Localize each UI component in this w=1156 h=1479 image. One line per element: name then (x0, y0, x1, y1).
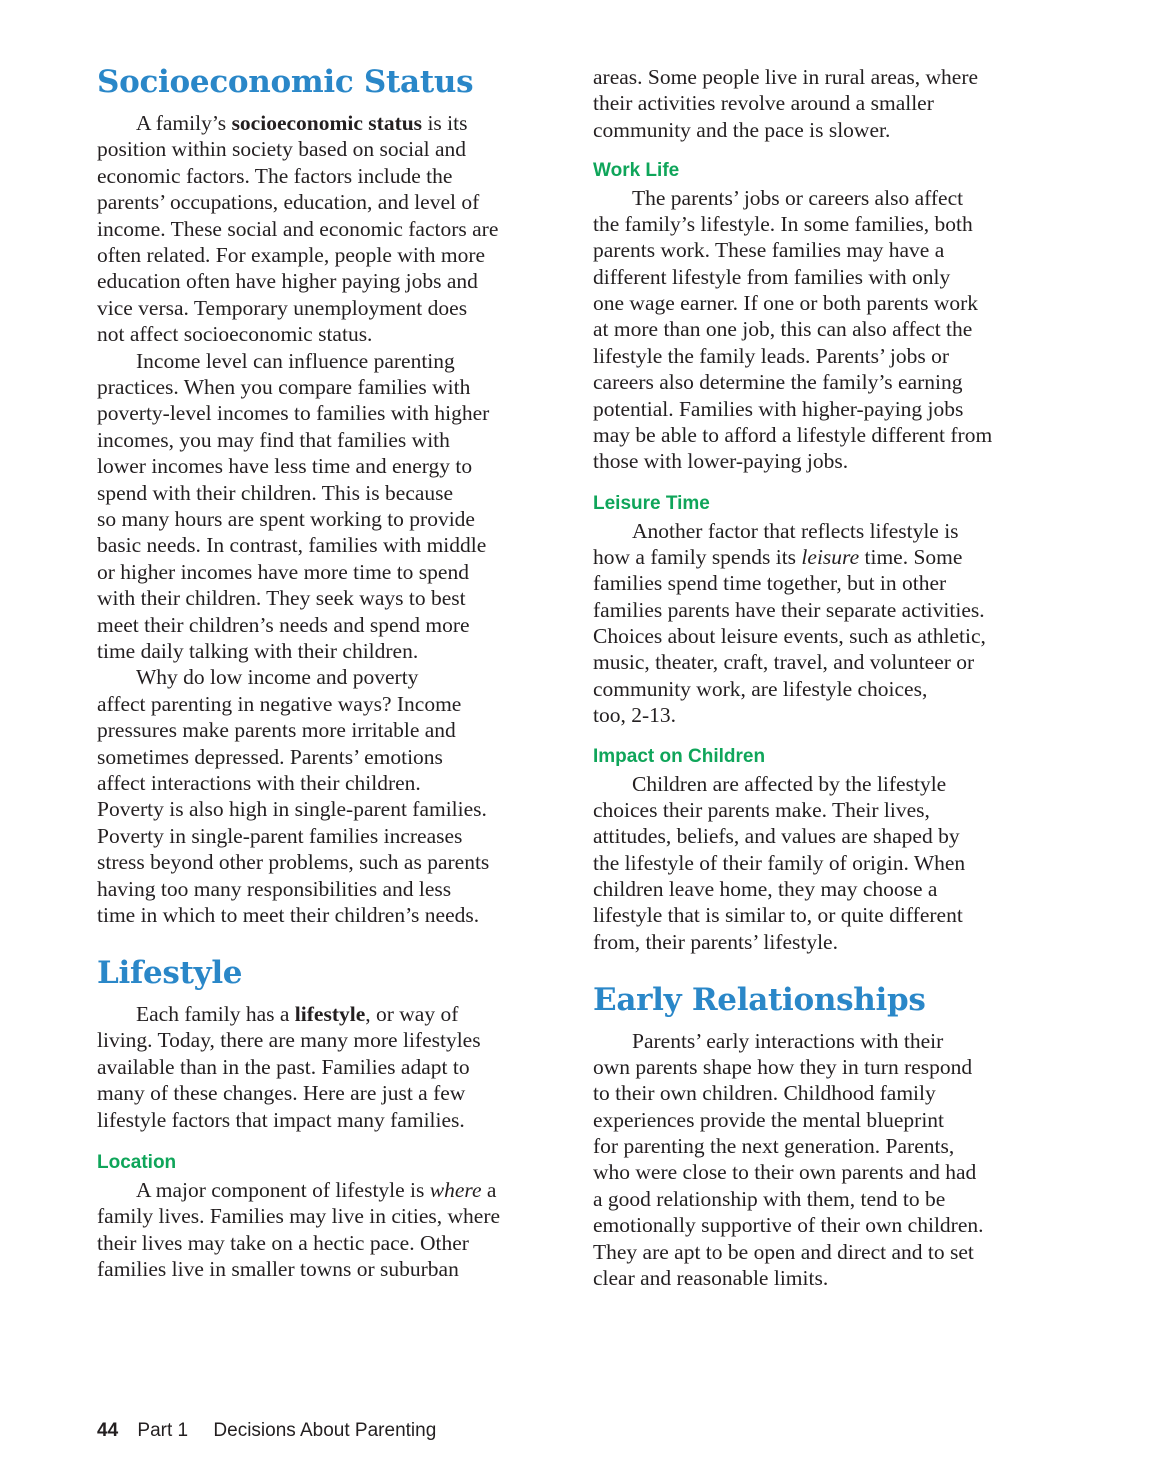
text-line: The parents’ jobs or careers also affect (632, 185, 964, 210)
text-line: the lifestyle of their family of origin. When (593, 850, 966, 875)
text-line: having too many responsibilities and less (97, 876, 452, 901)
text-line: lifestyle factors that impact many families. (97, 1107, 465, 1132)
emphasis-term: where (429, 1178, 482, 1202)
text-line: with their children. They seek ways to best (97, 586, 466, 611)
text-line: available than in the past. Families adapt to (97, 1054, 470, 1079)
text-line: their activities revolve around a smaller (593, 91, 934, 116)
text-line: often related. For example, people with more (97, 242, 486, 267)
text-line: Another factor that reflects lifestyle is (632, 518, 959, 543)
text-line: choices their parents make. Their lives, (593, 797, 930, 822)
text-line: areas. Some people live in rural areas, where (593, 65, 979, 89)
text-line: at more than one job, this can also affect the (593, 317, 973, 342)
text-line: lower incomes have less time and energy to (97, 454, 473, 479)
text-line: education often have higher paying jobs and (97, 269, 478, 294)
text-line: different lifestyle from families with only (593, 264, 951, 289)
paragraph-leisure-time (593, 518, 986, 729)
text-line: one wage earner. If one or both parents work (593, 291, 979, 316)
text-line: experiences provide the mental blueprint (593, 1107, 945, 1132)
key-term: lifestyle (294, 1002, 366, 1026)
text-line: Poverty is also high in single-parent families. (97, 797, 487, 822)
text-line: music, theater, craft, travel, and volunteer or (593, 650, 975, 675)
text-line: families spend time together, but in other (593, 571, 947, 596)
text-line: position within society based on social and (97, 137, 467, 162)
text-line: economic factors. The factors include the (97, 163, 453, 188)
text-line: Why do low income and poverty (136, 665, 419, 690)
text-line: a good relationship with them, tend to be (593, 1186, 946, 1211)
text-line: lifestyle the family leads. Parents’ jobs or (593, 343, 950, 368)
text-line: affect parenting in negative ways? Income (97, 691, 462, 716)
text-line: clear and reasonable limits. (593, 1266, 829, 1291)
heading-socioeconomic-status: Socioeconomic Status (97, 64, 474, 100)
text-line: careers also determine the family’s earning (593, 370, 963, 395)
text-line: so many hours are spent working to provide (97, 506, 475, 531)
text-line: community work, are lifestyle choices, (593, 676, 928, 701)
part-title: Decisions About Parenting (213, 1420, 437, 1441)
text-line: Parents’ early interactions with their (632, 1028, 944, 1053)
text-line: basic needs. In contrast, families with middle (97, 533, 487, 558)
text-line: pressures make parents more irritable and (97, 718, 456, 743)
text-line: Choices about leisure events, such as athletic, (593, 624, 986, 649)
paragraph-early-relationships (593, 1028, 984, 1292)
page-footer (97, 1420, 436, 1442)
text-line: time in which to meet their children’s needs. (97, 902, 480, 927)
text-line: own parents shape how they in turn respond (593, 1054, 973, 1079)
text-line: meet their children’s needs and spend more (97, 612, 470, 637)
text-line: children leave home, they may choose a (593, 877, 938, 902)
text-line: may be able to afford a lifestyle different from (593, 423, 993, 448)
subheading-impact-on-children: Impact on Children (593, 746, 766, 767)
text-line: stress beyond other problems, such as parents (97, 850, 490, 875)
part-label: Part 1 (137, 1420, 189, 1441)
text-line: many of these changes. Here are just a few (97, 1081, 466, 1106)
text-line: poverty-level incomes to families with higher (97, 401, 490, 426)
text-line: the family’s lifestyle. In some families, both (593, 211, 973, 236)
text-line: A family’s socioeconomic status is its (136, 111, 468, 135)
text-line: lifestyle that is similar to, or quite different (593, 903, 963, 928)
text-line: for parenting the next generation. Parents, (593, 1134, 955, 1159)
text-line: potential. Families with higher-paying jobs (593, 396, 964, 421)
text-line: too, 2-13. (593, 703, 677, 728)
text-line: living. Today, there are many more lifestyles (97, 1028, 481, 1053)
text-line: community and the pace is slower. (593, 117, 891, 142)
text-line: Poverty in single-parent families increases (97, 823, 463, 848)
text-line: A major component of lifestyle is where a (136, 1178, 497, 1202)
text-line: or higher incomes have more time to spend (97, 559, 469, 584)
subheading-location: Location (97, 1152, 177, 1173)
key-term: socioeconomic status (231, 111, 423, 135)
page-number: 44 (97, 1420, 119, 1441)
text-line: Children are affected by the lifestyle (632, 771, 947, 796)
text-line: affect interactions with their children. (97, 770, 421, 795)
text-line: parents work. These families may have a (593, 238, 945, 263)
text-line: their lives may take on a hectic pace. Other (97, 1230, 469, 1255)
text-line: how a family spends its leisure time. Some (593, 544, 963, 569)
text-line: families live in smaller towns or suburban (97, 1257, 459, 1282)
paragraph-location-continued (593, 64, 978, 143)
subheading-work-life: Work Life (593, 160, 680, 181)
text-line: income. These social and economic factors are (97, 216, 499, 241)
text-line: time daily talking with their children. (97, 638, 419, 663)
paragraph-impact-on-children (593, 771, 965, 956)
text-line: Income level can influence parenting (136, 348, 455, 373)
text-line: incomes, you may find that families with (97, 427, 450, 452)
paragraph-socio-3 (97, 664, 489, 928)
emphasis-term: leisure (801, 544, 860, 569)
text-line: those with lower-paying jobs. (593, 449, 849, 474)
text-line: They are apt to be open and direct and to set (593, 1239, 974, 1264)
text-line: spend with their children. This is because (97, 480, 454, 505)
text-line: family lives. Families may live in cities, where (97, 1204, 501, 1229)
text-line: practices. When you compare families with (97, 374, 471, 399)
text-line: sometimes depressed. Parents’ emotions (97, 744, 443, 769)
text-line: families parents have their separate activities. (593, 597, 985, 622)
text-line: not affect socioeconomic status. (97, 322, 373, 347)
text-line: emotionally supportive of their own children. (593, 1213, 984, 1238)
text-line: Each family has a lifestyle, or way of (136, 1002, 459, 1026)
paragraph-socio-1 (97, 110, 498, 348)
text-line: attitudes, beliefs, and values are shaped by (593, 824, 960, 849)
paragraph-socio-2 (97, 348, 489, 665)
paragraph-location (97, 1177, 500, 1283)
text-line: from, their parents’ lifestyle. (593, 929, 838, 954)
text-line: who were close to their own parents and had (593, 1160, 977, 1185)
text-line: vice versa. Temporary unemployment does (97, 295, 468, 320)
paragraph-work-life (593, 185, 992, 475)
paragraph-lifestyle-1 (97, 1001, 481, 1133)
heading-early-relationships: Early Relationships (593, 982, 926, 1018)
text-line: parents’ occupations, education, and level of (97, 190, 480, 215)
heading-lifestyle: Lifestyle (97, 955, 243, 991)
text-line: to their own children. Childhood family (593, 1081, 936, 1106)
subheading-leisure-time: Leisure Time (593, 493, 710, 514)
